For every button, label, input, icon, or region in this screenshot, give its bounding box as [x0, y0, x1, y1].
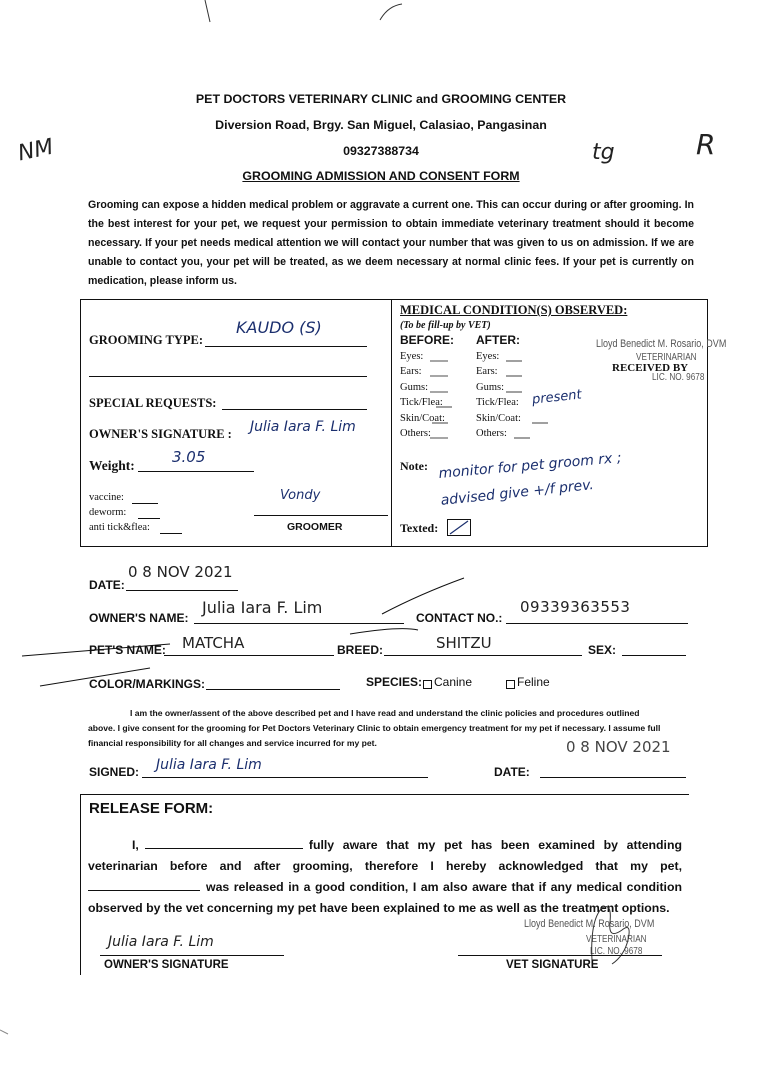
- consent-date-line: [540, 777, 686, 778]
- weight-line: [138, 471, 254, 472]
- vet-stamp-lic: LIC. NO. 9678: [652, 372, 705, 383]
- canine-label: Canine: [434, 675, 473, 689]
- form-title: GROOMING ADMISSION AND CONSENT FORM: [242, 169, 520, 183]
- species-label: SPECIES:: [366, 675, 423, 689]
- grooming-type-label: GROOMING TYPE:: [89, 333, 204, 347]
- canine-checkbox[interactable]: [423, 680, 432, 689]
- consent-line-1: I am the owner/assent of the above described pet and I have read and understand the clinic policies and procedures outlined: [130, 708, 640, 718]
- contact-line: [506, 623, 688, 624]
- after-gums: Gums:: [476, 382, 505, 393]
- before-others: Others:: [400, 428, 431, 439]
- margin-mark-left: NM: [15, 134, 56, 167]
- margin-mark-right-2: R: [696, 128, 716, 161]
- signed-label: SIGNED:: [89, 765, 140, 779]
- color-label: COLOR/MARKINGS:: [89, 677, 205, 691]
- release-vet-line: [458, 955, 662, 956]
- weight-label: Weight:: [89, 458, 135, 473]
- groomer-line: [254, 515, 388, 516]
- breed-value[interactable]: SHITZU: [436, 634, 492, 652]
- contact-value[interactable]: 09339363553: [520, 598, 631, 616]
- pen-stroke-1: [380, 576, 470, 616]
- anti-tick-label: anti tick&flea:: [89, 522, 150, 533]
- vet-stamp-title: VETERINARIAN: [636, 352, 697, 363]
- medical-title: MEDICAL CONDITION(S) OBSERVED:: [400, 303, 628, 317]
- signed-line: [142, 777, 428, 778]
- deworm-label: deworm:: [89, 507, 127, 518]
- before-tick-flea: Tick/Flea:: [400, 397, 443, 408]
- note-line-1[interactable]: monitor for pet groom rx ;: [438, 450, 623, 482]
- release-name-blank[interactable]: [145, 836, 303, 849]
- texted-label: Texted:: [400, 521, 439, 535]
- before-label: BEFORE:: [400, 333, 454, 347]
- before-gums: Gums:: [400, 382, 429, 393]
- breed-label: BREED:: [337, 643, 384, 657]
- tick-flea-after-value[interactable]: present: [531, 387, 583, 408]
- intro-paragraph: Grooming can expose a hidden medical problem or aggravate a current one. This can occur during or after grooming. In the best interest for your pet, we request your permission to obtain immediate veterinary treatment should it become necessary. If your pet needs medical attention we will contact your number that was given to us on admission. If we are unable to contact you, your pet will be treated, as we deem necessary at normal clinic fees. If your pet is currently on medication, please inform us.: [88, 199, 694, 287]
- release-owner-signature-label: OWNER'S SIGNATURE: [104, 959, 229, 971]
- release-stamp-title: VETERINARIAN: [586, 934, 647, 945]
- after-tick-flea: Tick/Flea:: [476, 397, 519, 408]
- received-by-label: RECEIVED BY: [612, 362, 689, 374]
- special-requests-line: [222, 409, 367, 410]
- pet-name-label: PET'S NAME:: [89, 643, 166, 657]
- owner-name-value[interactable]: Julia Iara F. Lim: [202, 598, 323, 617]
- consent-line-3: financial responsibility for all changes and service incurred for my pet.: [88, 738, 377, 748]
- after-others: Others:: [476, 428, 507, 439]
- owner-name-label: OWNER'S NAME:: [89, 611, 189, 625]
- groomer-value[interactable]: Vondy: [280, 488, 321, 503]
- texted-checkbox[interactable]: [447, 519, 471, 536]
- before-ears: Ears:: [400, 366, 422, 377]
- note-label: Note:: [400, 459, 428, 473]
- release-stamp-lic: LIC. NO. 9678: [590, 946, 643, 957]
- groomer-label: GROOMER: [287, 521, 343, 533]
- vet-stamp-name: Lloyd Benedict M. Rosario, DVM: [596, 338, 727, 350]
- box-divider: [391, 299, 392, 546]
- grooming-type-value[interactable]: KAUDO (S): [236, 318, 322, 337]
- after-eyes: Eyes:: [476, 351, 500, 362]
- anti-tick-line: [160, 533, 182, 534]
- clinic-name: PET DOCTORS VETERINARY CLINIC and GROOMING CENTER: [195, 92, 567, 106]
- sex-line: [622, 655, 686, 656]
- release-title: RELEASE FORM:: [89, 800, 214, 817]
- deworm-line: [138, 518, 160, 519]
- release-i: I,: [132, 838, 139, 852]
- release-pet-blank[interactable]: [88, 878, 200, 891]
- grooming-type-line-2: [89, 376, 367, 377]
- date-label: DATE:: [89, 578, 125, 592]
- clinic-phone: 09327388734: [343, 144, 419, 158]
- consent-date-label: DATE:: [494, 765, 530, 779]
- after-label: AFTER:: [476, 333, 520, 347]
- release-vet-signature-label: VET SIGNATURE: [506, 959, 599, 971]
- feline-label: Feline: [517, 675, 550, 689]
- note-line-2[interactable]: advised give +/f prev.: [440, 476, 595, 509]
- release-owner-signature-value[interactable]: Julia Iara F. Lim: [108, 934, 214, 950]
- margin-mark-right-1: tg: [592, 140, 615, 165]
- grooming-type-line: [205, 346, 367, 347]
- vaccine-label: vaccine:: [89, 492, 124, 503]
- owner-signature-label: OWNER'S SIGNATURE :: [89, 427, 232, 441]
- pen-strokes: [20, 620, 423, 690]
- release-owner-line: [100, 955, 284, 956]
- clinic-address: Diversion Road, Brgy. San Miguel, Calasiao, Pangasinan: [215, 118, 547, 132]
- weight-value[interactable]: 3.05: [172, 448, 206, 466]
- after-skin-coat: Skin/Coat:: [476, 413, 521, 424]
- consent-line-2: above. I give consent for the grooming for Pet Doctors Veterinary Clinic to obtain emergency treatment for my pet if necessary. I assume full: [88, 723, 661, 733]
- pet-name-value[interactable]: MATCHA: [182, 634, 245, 652]
- consent-date-value[interactable]: 0 8 NOV 2021: [566, 738, 671, 756]
- sex-label: SEX:: [588, 643, 617, 657]
- before-skin-coat: Skin/Coat:: [400, 413, 445, 424]
- special-requests-label: SPECIAL REQUESTS:: [89, 396, 217, 410]
- release-text-2: was released in a good condition, I am also aware that if any medical condition observed by the vet concerning my pet have been explained to me as well as the treatment options.: [88, 880, 682, 915]
- before-eyes: Eyes:: [400, 351, 424, 362]
- release-text-1: fully aware that my pet has been examined by attending veterinarian before and after grooming, therefore I hereby acknowledged that my pet,: [88, 838, 682, 873]
- medical-subtitle: (To be fill-up by VET): [400, 320, 491, 331]
- contact-label: CONTACT NO.:: [416, 611, 503, 625]
- signed-value[interactable]: Julia Iara F. Lim: [156, 757, 262, 773]
- after-ears: Ears:: [476, 366, 498, 377]
- vaccine-line: [132, 503, 158, 504]
- date-line: [126, 590, 238, 591]
- owner-signature-value[interactable]: Julia Iara F. Lim: [250, 419, 356, 435]
- color-line: [206, 689, 340, 690]
- date-value[interactable]: 0 8 NOV 2021: [128, 563, 233, 581]
- release-stamp-name: Lloyd Benedict M. Rosario, DVM: [524, 918, 655, 930]
- feline-checkbox[interactable]: [506, 680, 515, 689]
